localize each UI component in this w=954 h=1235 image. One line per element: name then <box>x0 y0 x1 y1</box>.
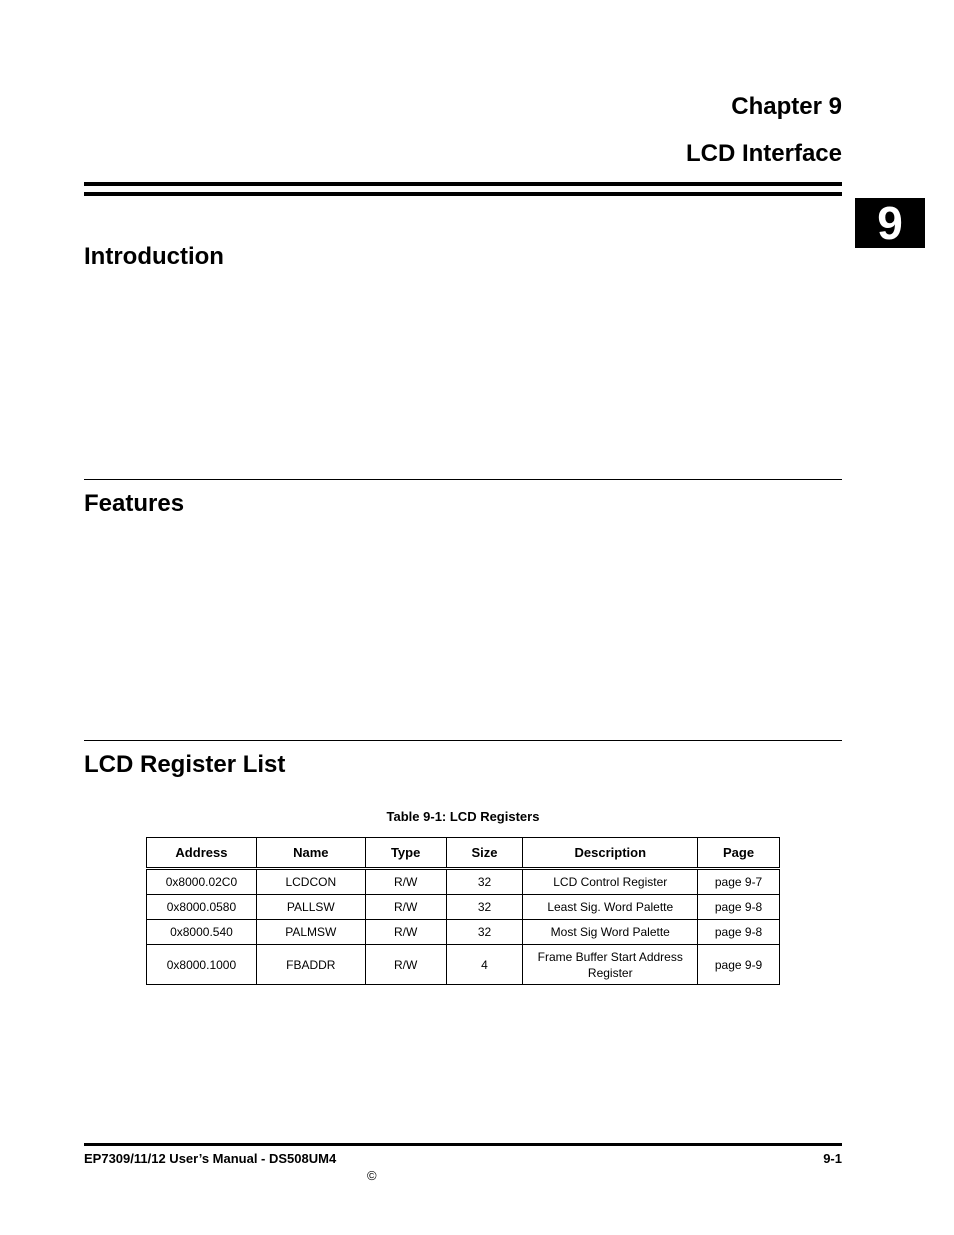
lcd-register-table <box>146 837 780 985</box>
cell-type: R/W <box>365 895 446 920</box>
footer-rule <box>84 1143 842 1146</box>
cell-page: page 9-9 <box>698 945 780 985</box>
cell-name: PALLSW <box>256 895 365 920</box>
table-caption: Table 9-1: LCD Registers <box>386 809 540 824</box>
header-rule-bottom <box>84 192 842 196</box>
cell-description: Frame Buffer Start Address Register <box>523 945 698 985</box>
cell-size: 32 <box>446 895 523 920</box>
section-divider-features <box>84 479 842 480</box>
footer-page-number: 9-1 <box>823 1151 842 1166</box>
cell-description: LCD Control Register <box>523 869 698 895</box>
section-heading-features: Features <box>84 490 185 517</box>
footer-manual-title: EP7309/11/12 User’s Manual - DS508UM4 <box>84 1151 337 1166</box>
chapter-title: LCD Interface <box>685 140 842 167</box>
cell-type: R/W <box>365 869 446 895</box>
table-row <box>147 895 780 920</box>
cell-name: FBADDR <box>256 945 365 985</box>
cell-size: 32 <box>446 869 523 895</box>
cell-address: 0x8000.0580 <box>147 895 257 920</box>
table-row <box>147 869 780 895</box>
cell-size: 32 <box>446 920 523 945</box>
cell-description: Least Sig. Word Palette <box>523 895 698 920</box>
cell-size: 4 <box>446 945 523 985</box>
table-row <box>147 945 780 985</box>
cell-address: 0x8000.02C0 <box>147 869 257 895</box>
cell-page: page 9-8 <box>698 895 780 920</box>
section-heading-introduction: Introduction <box>84 243 224 270</box>
cell-page: page 9-7 <box>698 869 780 895</box>
cell-page: page 9-8 <box>698 920 780 945</box>
column-header-size: Size <box>446 838 523 869</box>
cell-name: LCDCON <box>256 869 365 895</box>
footer-copyright: © <box>367 1168 377 1183</box>
column-header-address: Address <box>147 838 257 869</box>
header-rule-top <box>84 182 842 186</box>
cell-description: Most Sig Word Palette <box>523 920 698 945</box>
table-row <box>147 920 780 945</box>
cell-name: PALMSW <box>256 920 365 945</box>
column-header-type: Type <box>365 838 446 869</box>
section-heading-register-list: LCD Register List <box>84 751 286 778</box>
cell-type: R/W <box>365 920 446 945</box>
cell-address: 0x8000.1000 <box>147 945 257 985</box>
column-header-name: Name <box>256 838 365 869</box>
chapter-tab: 9 <box>855 198 925 248</box>
column-header-description: Description <box>523 838 698 869</box>
section-divider-register-list <box>84 740 842 741</box>
column-header-page: Page <box>698 838 780 869</box>
chapter-label: Chapter 9 <box>731 93 842 120</box>
table-header-row <box>147 838 780 869</box>
cell-type: R/W <box>365 945 446 985</box>
cell-address: 0x8000.540 <box>147 920 257 945</box>
